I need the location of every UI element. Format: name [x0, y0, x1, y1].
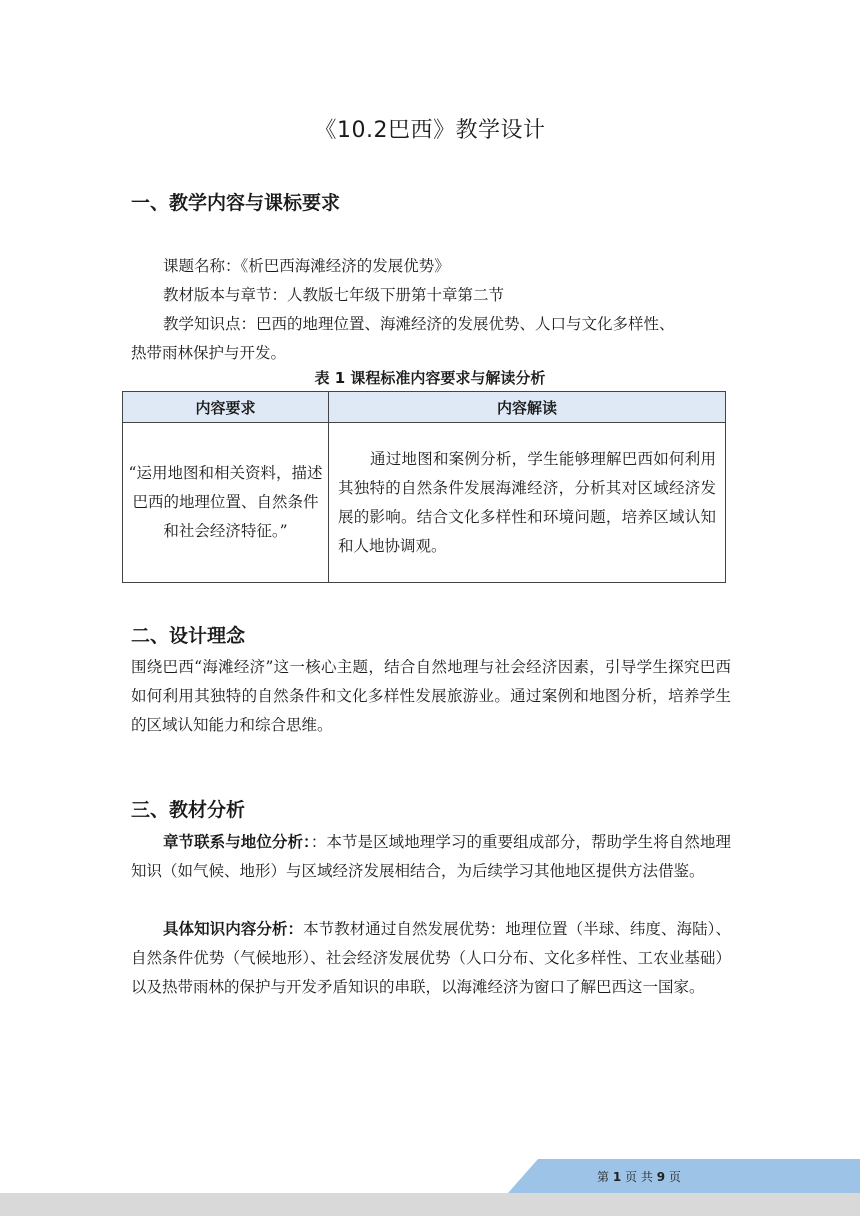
knowledge-points-line: 教学知识点：巴西的地理位置、海滩经济的发展优势、人口与文化多样性、 — [163, 315, 675, 333]
table-header-row — [123, 392, 726, 423]
table-header-requirement: 内容要求 — [123, 392, 329, 423]
current-page: 1 — [612, 1170, 622, 1184]
table-header-interpretation: 内容解读 — [329, 392, 726, 423]
chapter-relation-label: 章节联系与地位分析： — [163, 833, 311, 851]
total-pages: 9 — [656, 1170, 666, 1184]
chapter-relation-paragraph — [131, 828, 731, 886]
interpretation-cell: 通过地图和案例分析，学生能够理解巴西如何利用其独特的自然条件发展海滩经济，分析其对区域经济发展的影响。结合文化多样性和环境问题，培养区域认知和人地协调观。 — [329, 423, 726, 583]
knowledge-content-paragraph — [131, 915, 731, 1002]
course-name-line: 课题名称：《析巴西海滩经济的发展优势》 — [163, 257, 450, 275]
standards-table — [122, 391, 726, 583]
knowledge-content-text: 本节教材通过自然发展优势：地理位置（半球、纬度、海陆）、自然条件优势（气候地形）、社会经济发展优势（人口分布、文化多样性、工农业基础）以及热带雨林的保护与开发矛盾知识的串联，以海滩经济为窗口了解巴西这一国家。 — [131, 920, 731, 996]
chapter-relation-text: ：本节是区域地理学习的重要组成部分，帮助学生将自然地理知识（如气候、地形）与区域经济发展相结合，为后续学习其他地区提供方法借鉴。 — [131, 833, 731, 880]
section-1-heading: 一、教学内容与课标要求 — [131, 192, 341, 214]
section-2-heading: 二、设计理念 — [131, 625, 246, 647]
design-concept-paragraph: 围绕巴西“海滩经济”这一核心主题，结合自然地理与社会经济因素，引导学生探究巴西如何利用其独特的自然条件和文化多样性发展旅游业。通过案例和地图分析，培养学生的区域认知能力和综合思维。 — [131, 658, 731, 734]
textbook-line: 教材版本与章节：人教版七年级下册第十章第二节 — [163, 286, 505, 304]
document-title: 《10.2巴西》教学设计 — [314, 118, 546, 143]
footer-band — [0, 1193, 860, 1216]
knowledge-content-label: 具体知识内容分析： — [163, 920, 304, 938]
table-caption: 表 1 课程标准内容要求与解读分析 — [314, 369, 546, 387]
page-number: 第 1 页 共 9 页 — [597, 1170, 681, 1184]
section-3-heading: 三、教材分析 — [131, 799, 246, 821]
requirement-cell: “运用地图和相关资料，描述巴西的地理位置、自然条件和社会经济特征。” — [123, 423, 329, 583]
footer-tab — [508, 1159, 860, 1193]
knowledge-points-line-cont: 热带雨林保护与开发。 — [131, 344, 287, 362]
table-row — [123, 423, 726, 583]
